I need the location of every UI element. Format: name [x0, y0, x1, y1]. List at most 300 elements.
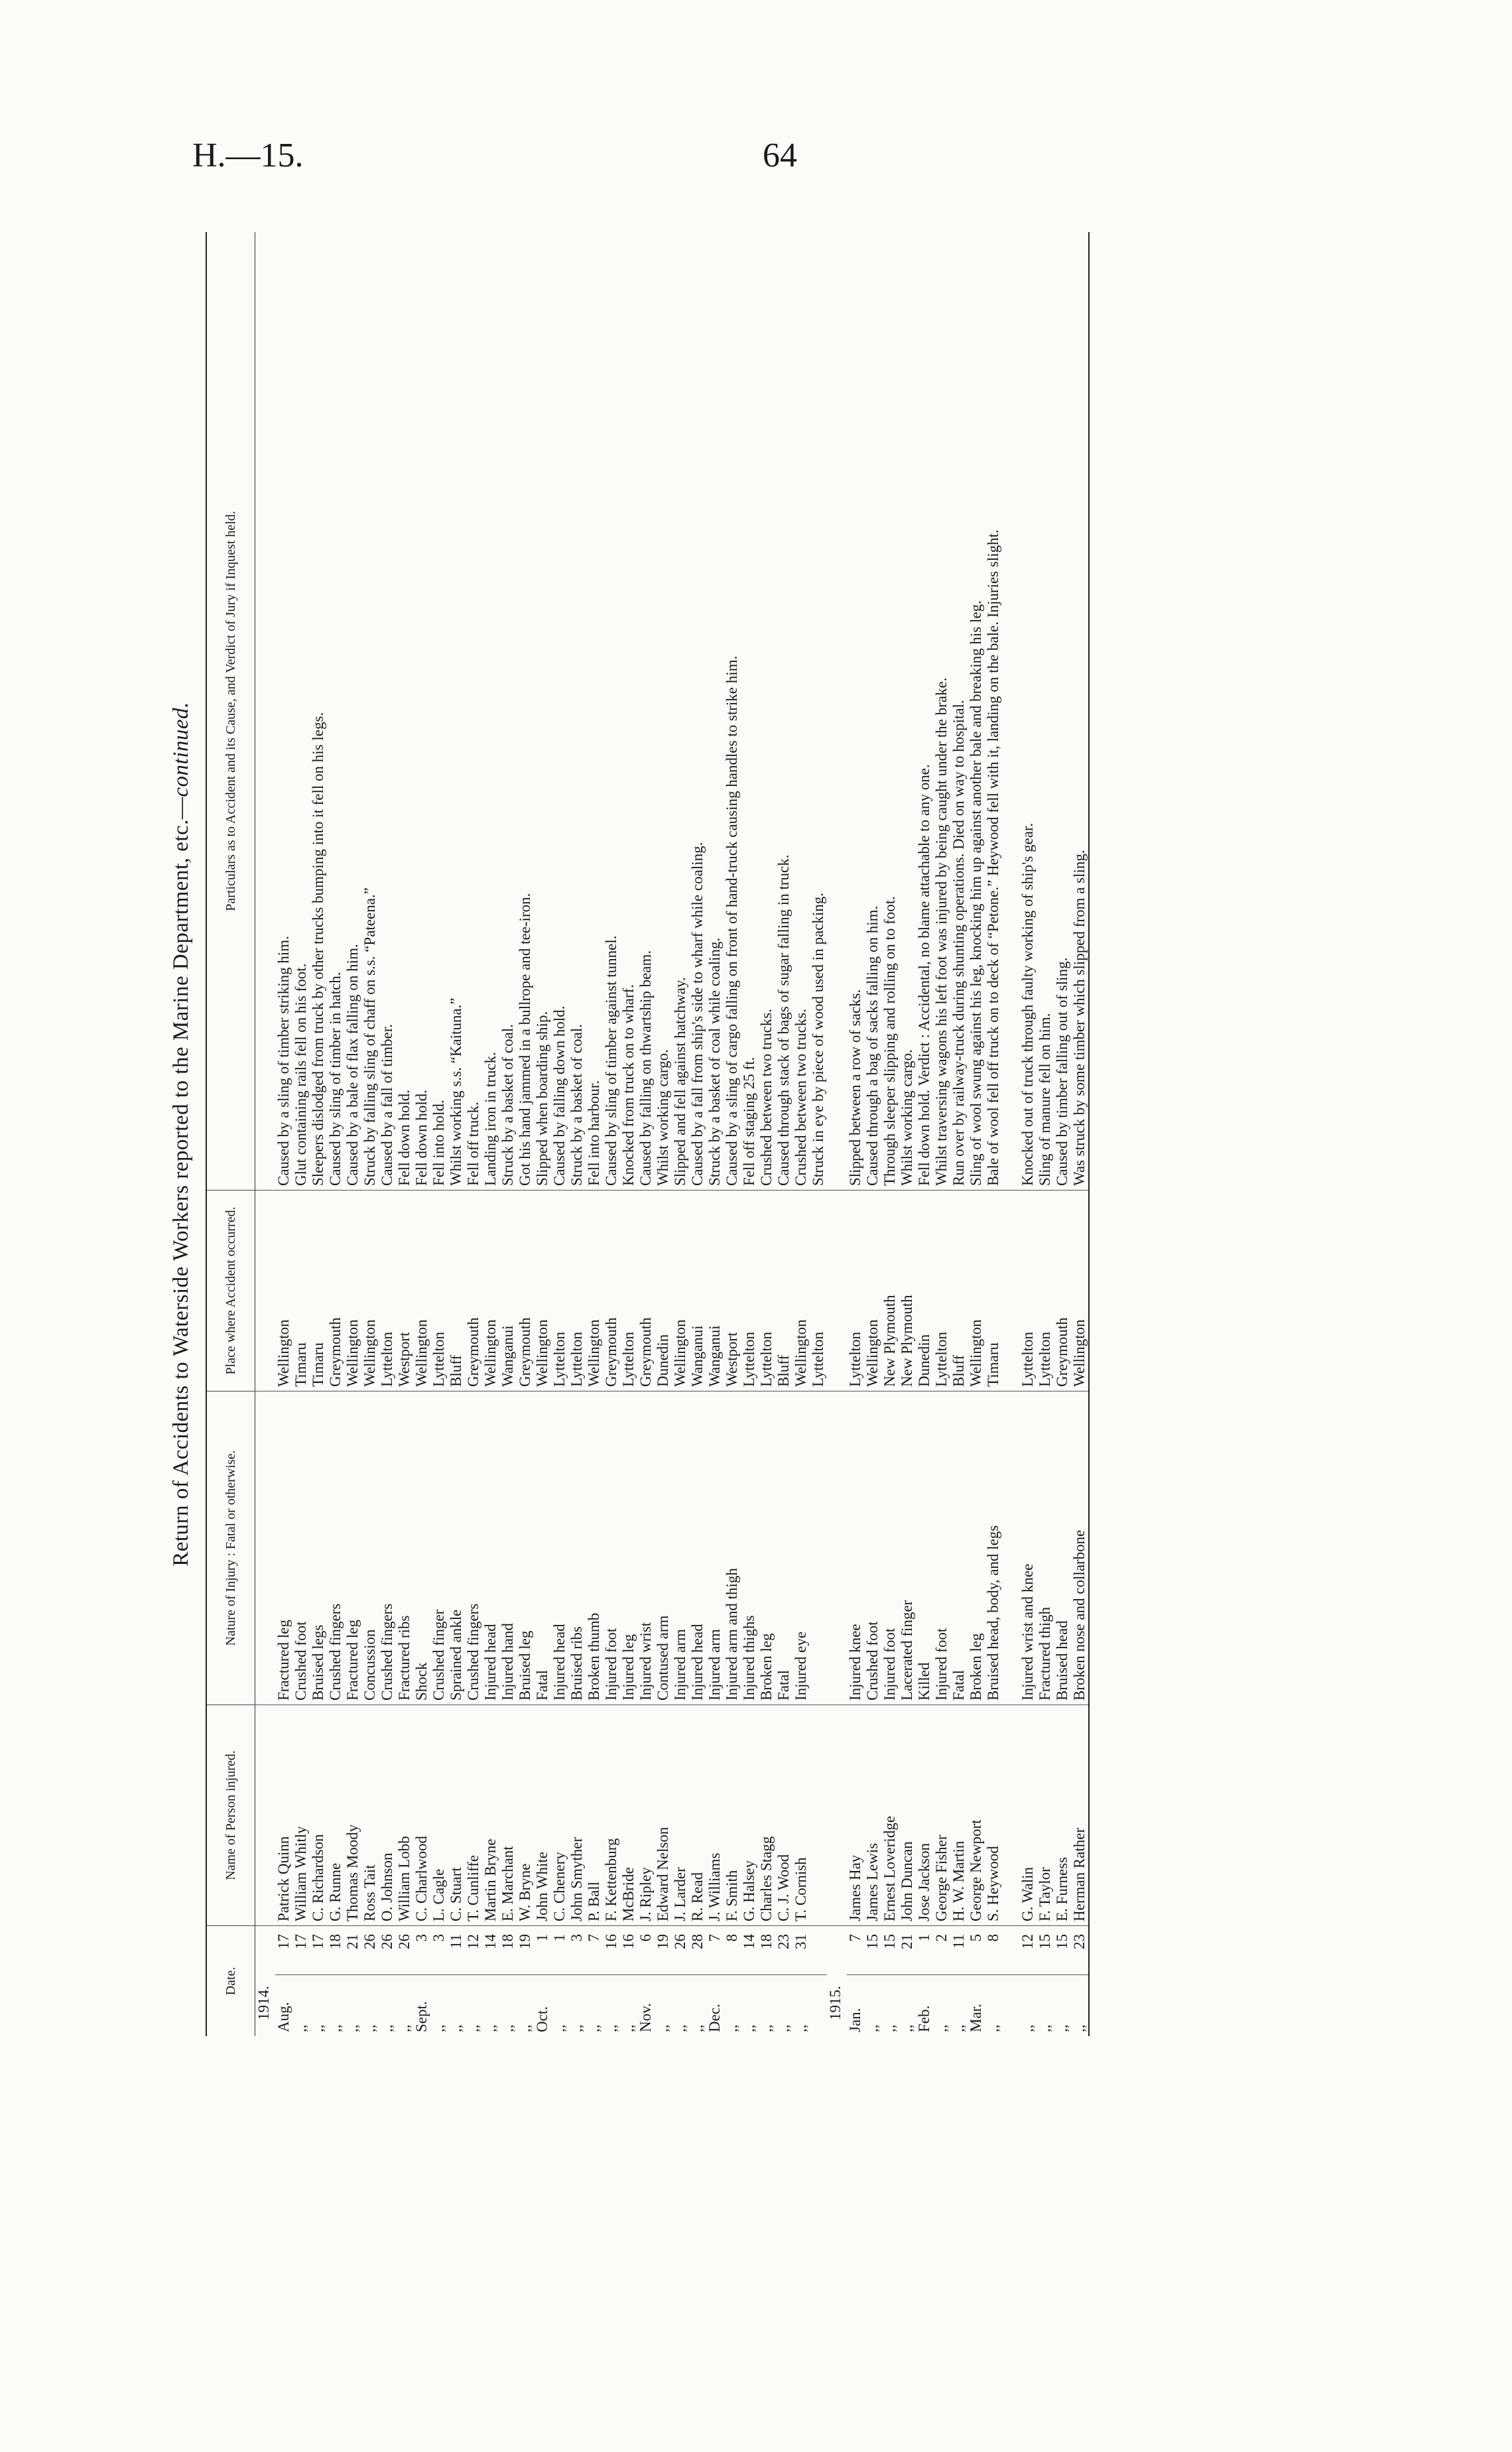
injury-cell: Broken nose and collarbone: [1071, 1391, 1089, 1705]
mo-cell: Sept.: [413, 1975, 430, 2037]
mo-cell: Feb.: [916, 1975, 933, 2037]
injury-cell: Injured knee: [847, 1391, 864, 1705]
name-cell: J. Ripley: [637, 1705, 655, 1926]
place-cell: Wanganui: [689, 1191, 706, 1391]
table-row: [482, 232, 499, 2036]
table-row: [899, 232, 916, 2036]
table-row: [1054, 232, 1071, 2036]
mo-cell: ,,: [1071, 1975, 1089, 2037]
name-cell: C. Richardson: [310, 1705, 327, 1926]
particulars-cell: Struck by falling sling of chaff on s.s. “Pateena.”: [361, 887, 378, 1186]
injury-cell: Injured foot: [933, 1391, 950, 1705]
dy-cell: 3: [413, 1926, 430, 1975]
injury-cell: [810, 1391, 827, 1705]
name-cell: E. Marchant: [499, 1705, 517, 1926]
mo-cell: ,,: [672, 1975, 689, 2037]
mo-cell: [810, 1975, 827, 2037]
injury-cell: Fractured thigh: [1037, 1391, 1054, 1705]
table-row: [275, 232, 292, 2036]
dy-cell: 26: [672, 1926, 689, 1975]
dy-cell: 7: [706, 1926, 724, 1975]
table-row: [792, 232, 810, 2036]
place-cell: Lyttelton: [620, 1191, 637, 1391]
table-row: [620, 232, 637, 2036]
injury-cell: Injured wrist and knee: [1019, 1391, 1037, 1705]
mo-cell: ,,: [758, 1975, 775, 2037]
dy-cell: 5: [968, 1926, 985, 1975]
table-row: [448, 232, 465, 2036]
dy-cell: 28: [689, 1926, 706, 1975]
injury-cell: Injured head: [551, 1391, 568, 1705]
dy-cell: 6: [637, 1926, 655, 1975]
mo-cell: ,,: [864, 1975, 881, 2037]
injury-cell: Crushed fingers: [465, 1391, 482, 1705]
dy-cell: 21: [344, 1926, 361, 1975]
name-cell: [827, 1705, 847, 1926]
table-row: [413, 232, 430, 2036]
table-row: [534, 232, 551, 2036]
name-cell: John White: [534, 1705, 551, 1926]
particulars-cell: Knocked out of truck through faulty working of ship's gear.: [1019, 822, 1036, 1186]
injury-cell: Fatal: [775, 1391, 792, 1705]
mo-cell: Aug.: [275, 1975, 292, 2037]
dy-cell: 3: [430, 1926, 448, 1975]
place-cell: Wellington: [482, 1191, 499, 1391]
year-label: 1915.: [827, 1926, 847, 2037]
dy-cell: 17: [310, 1926, 327, 1975]
place-cell: Lyttelton: [1037, 1191, 1054, 1391]
dy-cell: 18: [758, 1926, 775, 1975]
table-row: [985, 232, 1019, 2036]
name-cell: McBride: [620, 1705, 637, 1926]
mo-cell: ,,: [517, 1975, 534, 2037]
place-cell: Lyttelton: [1019, 1191, 1037, 1391]
injury-cell: Bruised head, body, and legs: [985, 1391, 1019, 1705]
dy-cell: 19: [655, 1926, 672, 1975]
name-cell: C. Chenery: [551, 1705, 568, 1926]
name-cell: William Lobb: [396, 1705, 413, 1926]
place-cell: Lyttelton: [568, 1191, 586, 1391]
table-row: [310, 232, 327, 2036]
dy-cell: 31: [792, 1926, 810, 1975]
particulars-cell: Fell down hold.: [396, 1089, 412, 1186]
place-cell: Lyttelton: [741, 1191, 758, 1391]
particulars-cell: Crushed between two trucks.: [758, 1009, 775, 1186]
particulars-cell: Struck by a basket of coal while coaling.: [706, 937, 723, 1186]
dy-cell: 15: [1054, 1926, 1071, 1975]
particulars-cell: Caused by timber falling out of sling.: [1054, 957, 1070, 1186]
mo-cell: ,,: [482, 1975, 499, 2037]
table-row: [950, 232, 968, 2036]
table-row: [603, 232, 620, 2036]
place-cell: Bluff: [448, 1191, 465, 1391]
table-row: [568, 232, 586, 2036]
particulars-cell: Struck in eye by piece of wood used in packing.: [810, 893, 826, 1186]
injury-cell: Sprained ankle: [448, 1391, 465, 1705]
place-cell: Greymouth: [517, 1191, 534, 1391]
place-cell: Lyttelton: [847, 1191, 864, 1391]
particulars-cell: Sling of wool swung against his leg, knocking him up against another bale and breaking his leg.: [968, 600, 984, 1186]
injury-cell: Bruised legs: [310, 1391, 327, 1705]
place-cell: Wanganui: [706, 1191, 724, 1391]
dy-cell: 15: [881, 1926, 899, 1975]
dy-cell: 15: [1037, 1926, 1054, 1975]
particulars-cell: Bale of wool fell off truck on to deck of “Petone.” Heywood fell with it, landing on the bale. Injuries slight.: [985, 529, 1001, 1186]
place-cell: New Plymouth: [899, 1191, 916, 1391]
place-cell: Westport: [724, 1191, 741, 1391]
place-cell: Bluff: [950, 1191, 968, 1391]
place-cell: New Plymouth: [881, 1191, 899, 1391]
name-cell: F. Kettenburg: [603, 1705, 620, 1926]
particulars-cell: Fell off staging 25 ft.: [741, 1057, 757, 1186]
name-cell: Patrick Quinn: [275, 1705, 292, 1926]
particulars-cell: Whilst working s.s. “Kaituna.”: [448, 998, 464, 1186]
table-row: [758, 232, 775, 2036]
injury-cell: Crushed fingers: [327, 1391, 344, 1705]
name-cell: Charles Stagg: [758, 1705, 775, 1926]
dy-cell: 18: [499, 1926, 517, 1975]
mo-cell: Dec.: [706, 1975, 724, 2037]
name-column-header: Name of Person injured.: [206, 1705, 255, 1926]
dy-cell: 7: [847, 1926, 864, 1975]
dy-cell: 21: [899, 1926, 916, 1975]
particulars-cell: Sling of manure fell on him.: [1037, 1013, 1053, 1186]
injury-cell: Injured leg: [620, 1391, 637, 1705]
date-column-header: Date.: [206, 1926, 255, 2037]
particulars-cell: Fell down hold. Verdict : Accidental, no blame attachable to any one.: [916, 764, 932, 1186]
mo-cell: ,,: [310, 1975, 327, 2037]
injury-cell: [827, 1391, 847, 1705]
table-row: [968, 232, 985, 2036]
particulars-cell: Was struck by some timber which slipped from a sling.: [1071, 850, 1088, 1186]
mo-cell: ,,: [985, 1975, 1019, 2037]
dy-cell: 1: [534, 1926, 551, 1975]
rotated-table-area: [169, 232, 1363, 2036]
particulars-cell: Knocked from truck on to wharf.: [620, 984, 637, 1186]
table-row: [361, 232, 379, 2036]
mo-cell: ,,: [881, 1975, 899, 2037]
mo-cell: ,,: [1054, 1975, 1071, 2037]
particulars-cell: Fell into harbour.: [586, 1080, 602, 1186]
mo-cell: ,,: [379, 1975, 396, 2037]
table-row: [881, 232, 899, 2036]
table-row: [933, 232, 950, 2036]
table-row: [430, 232, 448, 2036]
table-row: [637, 232, 655, 2036]
place-cell: Dunedin: [655, 1191, 672, 1391]
mo-cell: ,,: [603, 1975, 620, 2037]
mo-cell: ,,: [1037, 1975, 1054, 2037]
particulars-cell: Sleepers dislodged from truck by other trucks bumping into it fell on his legs.: [310, 712, 326, 1186]
dy-cell: 1: [916, 1926, 933, 1975]
name-cell: F. Taylor: [1037, 1705, 1054, 1926]
place-cell: Greymouth: [637, 1191, 655, 1391]
place-cell: [255, 1191, 276, 1391]
place-cell: Wellington: [1071, 1191, 1089, 1391]
mo-cell: Jan.: [847, 1975, 864, 2037]
mo-cell: Nov.: [637, 1975, 655, 2037]
mo-cell: ,,: [465, 1975, 482, 2037]
name-cell: Jose Jackson: [916, 1705, 933, 1926]
mo-cell: ,,: [933, 1975, 950, 2037]
injury-cell: Contused arm: [655, 1391, 672, 1705]
place-cell: Wellington: [361, 1191, 379, 1391]
dy-cell: 17: [275, 1926, 292, 1975]
table-body: [255, 232, 1090, 2036]
place-cell: Lyttelton: [758, 1191, 775, 1391]
injury-cell: Injured head: [689, 1391, 706, 1705]
particulars-cell: Struck by a basket of coal.: [499, 1024, 516, 1186]
place-cell: [827, 1191, 847, 1391]
name-cell: Martin Bryne: [482, 1705, 499, 1926]
name-cell: Herman Rather: [1071, 1705, 1089, 1926]
dy-cell: 8: [724, 1926, 741, 1975]
particulars-cell: Slipped when boarding ship.: [534, 1011, 550, 1186]
injury-cell: Fatal: [534, 1391, 551, 1705]
particulars-cell: Run over by railway-truck during shunting operations. Died on way to hospital.: [950, 700, 967, 1186]
page-number: 64: [763, 137, 797, 174]
place-cell: Timaru: [985, 1191, 1019, 1391]
mo-cell: ,,: [361, 1975, 379, 2037]
place-cell: Wellington: [534, 1191, 551, 1391]
particulars-cell: Caused by a fall from ship's side to wharf while coaling.: [689, 842, 706, 1186]
injury-cell: Crushed fingers: [379, 1391, 396, 1705]
particulars-cell: [827, 232, 847, 1191]
particulars-cell: Whilst working cargo.: [655, 1049, 671, 1186]
particulars-column-header: Particulars as to Accident and its Cause, and Verdict of Jury if Inquest held.: [206, 232, 255, 1191]
injury-cell: Fractured leg: [344, 1391, 361, 1705]
table-row: [916, 232, 933, 2036]
particulars-cell: [255, 232, 276, 1191]
name-cell: W. Bryne: [517, 1705, 534, 1926]
particulars-cell: Crushed between two trucks.: [792, 1009, 809, 1186]
particulars-cell: Glut containing rails fell on his foot.: [292, 963, 309, 1186]
mo-cell: ,,: [344, 1975, 361, 2037]
name-cell: G. Runne: [327, 1705, 344, 1926]
name-cell: John Smyther: [568, 1705, 586, 1926]
injury-cell: Injured foot: [603, 1391, 620, 1705]
name-cell: T. Cunliffe: [465, 1705, 482, 1926]
injury-cell: [255, 1391, 276, 1705]
year-row: [255, 232, 276, 2036]
table-row: [465, 232, 482, 2036]
name-cell: John Duncan: [899, 1705, 916, 1926]
dy-cell: 14: [482, 1926, 499, 1975]
place-column-header: Place where Accident occurred.: [206, 1191, 255, 1391]
injury-cell: Injured wrist: [637, 1391, 655, 1705]
mo-cell: ,,: [775, 1975, 792, 2037]
place-cell: Wellington: [968, 1191, 985, 1391]
table-row: [1037, 232, 1054, 2036]
injury-cell: Crushed foot: [864, 1391, 881, 1705]
dy-cell: 14: [741, 1926, 758, 1975]
table-row: [292, 232, 310, 2036]
particulars-cell: Slipped between a row of sacks.: [847, 989, 863, 1186]
name-cell: Thomas Moody: [344, 1705, 361, 1926]
particulars-cell: Whilst working cargo.: [899, 1049, 915, 1186]
name-cell: F. Smith: [724, 1705, 741, 1926]
injury-cell: Concussion: [361, 1391, 379, 1705]
injury-column-header: Nature of Injury : Fatal or otherwise.: [206, 1391, 255, 1705]
place-cell: Lyttelton: [551, 1191, 568, 1391]
dy-cell: 12: [465, 1926, 482, 1975]
dy-cell: 23: [1071, 1926, 1089, 1975]
particulars-cell: Landing iron in truck.: [482, 1052, 499, 1186]
mo-cell: ,,: [689, 1975, 706, 2037]
place-cell: Greymouth: [465, 1191, 482, 1391]
name-cell: William Whitly: [292, 1705, 310, 1926]
name-cell: P. Ball: [586, 1705, 603, 1926]
injury-cell: Injured thighs: [741, 1391, 758, 1705]
mo-cell: ,,: [568, 1975, 586, 2037]
injury-cell: Injured arm: [672, 1391, 689, 1705]
document-reference: H.—15.: [192, 137, 304, 174]
mo-cell: ,,: [792, 1975, 810, 2037]
table-title: [169, 232, 194, 2036]
injury-cell: Injured eye: [792, 1391, 810, 1705]
injury-cell: Broken thumb: [586, 1391, 603, 1705]
name-cell: George Newport: [968, 1705, 985, 1926]
injury-cell: Broken leg: [968, 1391, 985, 1705]
name-cell: Edward Nelson: [655, 1705, 672, 1926]
name-cell: J. Williams: [706, 1705, 724, 1926]
name-cell: S. Heywood: [985, 1705, 1019, 1926]
place-cell: Lyttelton: [379, 1191, 396, 1391]
name-cell: G. Halsey: [741, 1705, 758, 1926]
dy-cell: 26: [379, 1926, 396, 1975]
name-cell: G. Walin: [1019, 1705, 1037, 1926]
particulars-cell: Caused by a fall of timber.: [379, 1024, 395, 1186]
table-row: [706, 232, 724, 2036]
name-cell: James Hay: [847, 1705, 864, 1926]
mo-cell: ,,: [899, 1975, 916, 2037]
mo-cell: ,,: [586, 1975, 603, 2037]
dy-cell: 18: [327, 1926, 344, 1975]
name-cell: [810, 1705, 827, 1926]
dy-cell: 8: [985, 1926, 1019, 1975]
particulars-cell: Caused by a sling of timber striking him.: [275, 936, 292, 1186]
dy-cell: 23: [775, 1926, 792, 1975]
name-cell: C. J. Wood: [775, 1705, 792, 1926]
place-cell: Dunedin: [916, 1191, 933, 1391]
table-row: [586, 232, 603, 2036]
table-row: [689, 232, 706, 2036]
dy-cell: 15: [864, 1926, 881, 1975]
table-row: [379, 232, 396, 2036]
particulars-cell: Caused by sling of timber against tunnel.: [603, 935, 619, 1186]
table-row: [551, 232, 568, 2036]
dy-cell: 11: [448, 1926, 465, 1975]
dy-cell: 16: [620, 1926, 637, 1975]
table-row: [499, 232, 517, 2036]
name-cell: H. W. Martin: [950, 1705, 968, 1926]
name-cell: C. Charlwood: [413, 1705, 430, 1926]
injury-cell: Bruised head: [1054, 1391, 1071, 1705]
mo-cell: ,,: [620, 1975, 637, 2037]
mo-cell: ,,: [499, 1975, 517, 2037]
mo-cell: ,,: [396, 1975, 413, 2037]
injury-cell: Injured arm: [706, 1391, 724, 1705]
injury-cell: Fractured ribs: [396, 1391, 413, 1705]
particulars-cell: Caused by falling on thwartship beam.: [637, 950, 654, 1186]
table-row: [517, 232, 534, 2036]
mo-cell: ,,: [724, 1975, 741, 2037]
injury-cell: Bruised ribs: [568, 1391, 586, 1705]
name-cell: Ross Tait: [361, 1705, 379, 1926]
particulars-cell: Caused by a sling of cargo falling on front of hand-truck causing handles to strike him.: [724, 655, 740, 1186]
mo-cell: ,,: [950, 1975, 968, 2037]
particulars-cell: Whilst traversing wagons his left foot was injured by being caught under the brake.: [933, 677, 950, 1186]
place-cell: Wellington: [864, 1191, 881, 1391]
place-cell: Lyttelton: [810, 1191, 827, 1391]
injury-cell: Killed: [916, 1391, 933, 1705]
place-cell: Wellington: [586, 1191, 603, 1391]
dy-cell: 1: [551, 1926, 568, 1975]
injury-cell: Crushed foot: [292, 1391, 310, 1705]
injury-cell: Injured head: [482, 1391, 499, 1705]
name-cell: James Lewis: [864, 1705, 881, 1926]
particulars-cell: Fell into hold.: [430, 1100, 447, 1186]
mo-cell: ,,: [327, 1975, 344, 2037]
table-row: [741, 232, 758, 2036]
place-cell: Wanganui: [499, 1191, 517, 1391]
dy-cell: 12: [1019, 1926, 1037, 1975]
table-row: [775, 232, 792, 2036]
mo-cell: ,,: [292, 1975, 310, 2037]
place-cell: Greymouth: [1054, 1191, 1071, 1391]
accidents-table: [206, 232, 1090, 2036]
particulars-cell: Struck by a basket of coal.: [568, 1024, 585, 1186]
place-cell: Wellington: [344, 1191, 361, 1391]
dy-cell: 16: [603, 1926, 620, 1975]
table-header-row: [206, 232, 255, 2036]
name-cell: R. Read: [689, 1705, 706, 1926]
dy-cell: 11: [950, 1926, 968, 1975]
place-cell: Bluff: [775, 1191, 792, 1391]
table-row: [847, 232, 864, 2036]
particulars-cell: Caused through stack of bags of sugar falling in truck.: [775, 854, 792, 1186]
mo-cell: ,,: [741, 1975, 758, 2037]
table-row: [344, 232, 361, 2036]
injury-cell: Fractured leg: [275, 1391, 292, 1705]
particulars-cell: Slipped and fell against hatchway.: [672, 977, 688, 1186]
mo-cell: Mar.: [968, 1975, 985, 2037]
injury-cell: Broken leg: [758, 1391, 775, 1705]
dy-cell: [810, 1926, 827, 1975]
injury-cell: Bruised leg: [517, 1391, 534, 1705]
injury-cell: Injured foot: [881, 1391, 899, 1705]
particulars-cell: Fell down hold.: [413, 1089, 430, 1186]
place-cell: Wellington: [275, 1191, 292, 1391]
name-cell: O. Johnson: [379, 1705, 396, 1926]
particulars-cell: Fell off truck.: [465, 1102, 481, 1186]
dy-cell: 26: [361, 1926, 379, 1975]
place-cell: Wellington: [792, 1191, 810, 1391]
dy-cell: 3: [568, 1926, 586, 1975]
table-row: [724, 232, 741, 2036]
place-cell: Timaru: [292, 1191, 310, 1391]
table-row: [1019, 232, 1037, 2036]
particulars-cell: Caused by falling down hold.: [551, 1005, 568, 1186]
table-row: [810, 232, 827, 2036]
name-cell: [255, 1705, 276, 1926]
table-row: [864, 232, 881, 2036]
place-cell: Wellington: [413, 1191, 430, 1391]
table-row: [672, 232, 689, 2036]
mo-cell: ,,: [551, 1975, 568, 2037]
table-title-main: Return of Accidents to Waterside Workers reported to the Marine Department, etc.—: [169, 797, 193, 1567]
mo-cell: ,,: [655, 1975, 672, 2037]
